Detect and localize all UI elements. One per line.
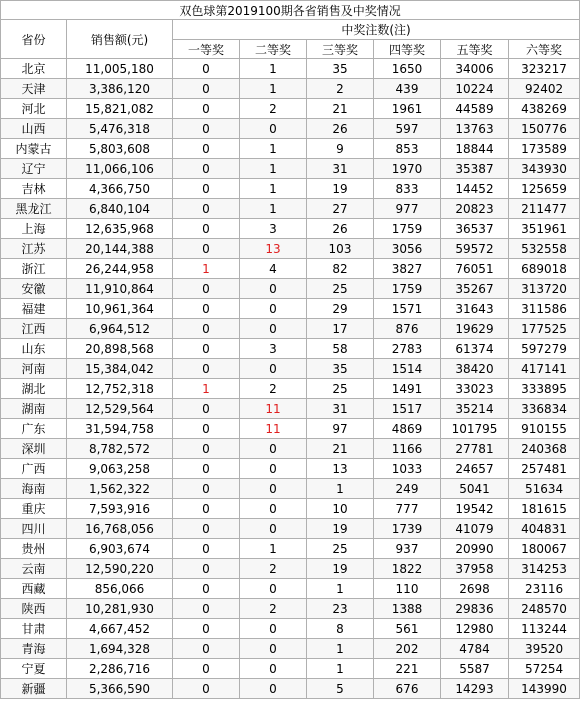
cell-prize-6: 323217 [509, 59, 580, 79]
cell-prize-2: 1 [240, 179, 307, 199]
cell-prize-1: 0 [173, 99, 240, 119]
header-prize-3: 三等奖 [307, 40, 374, 59]
table-row [1, 159, 580, 179]
header-winners-group: 中奖注数(注) [173, 20, 580, 40]
cell-prize-6: 211477 [509, 199, 580, 219]
cell-province: 广西 [1, 459, 67, 479]
cell-prize-5: 20823 [441, 199, 509, 219]
cell-province: 河南 [1, 359, 67, 379]
cell-prize-2: 0 [240, 679, 307, 699]
cell-prize-2: 1 [240, 539, 307, 559]
cell-province: 江西 [1, 319, 67, 339]
cell-prize-5: 34006 [441, 59, 509, 79]
cell-prize-4: 1571 [374, 299, 441, 319]
table-row [1, 539, 580, 559]
cell-prize-4: 1491 [374, 379, 441, 399]
table-row [1, 59, 580, 79]
cell-prize-4: 1514 [374, 359, 441, 379]
cell-province: 上海 [1, 219, 67, 239]
cell-prize-4: 1650 [374, 59, 441, 79]
cell-province: 内蒙古 [1, 139, 67, 159]
table-body [1, 59, 580, 699]
cell-prize-3: 29 [307, 299, 374, 319]
table-row [1, 139, 580, 159]
cell-province: 新疆 [1, 679, 67, 699]
cell-prize-2: 1 [240, 79, 307, 99]
cell-prize-5: 61374 [441, 339, 509, 359]
cell-prize-1: 0 [173, 679, 240, 699]
table-row [1, 339, 580, 359]
cell-sales: 11,910,864 [67, 279, 173, 299]
cell-prize-3: 13 [307, 459, 374, 479]
cell-prize-1: 0 [173, 439, 240, 459]
table-row [1, 319, 580, 339]
table-row [1, 599, 580, 619]
cell-sales: 7,593,916 [67, 499, 173, 519]
cell-sales: 856,066 [67, 579, 173, 599]
cell-prize-3: 25 [307, 539, 374, 559]
cell-prize-3: 25 [307, 279, 374, 299]
table-row [1, 259, 580, 279]
cell-prize-6: 313720 [509, 279, 580, 299]
cell-prize-5: 33023 [441, 379, 509, 399]
cell-prize-5: 5587 [441, 659, 509, 679]
cell-province: 西藏 [1, 579, 67, 599]
table-title: 双色球第2019100期各省销售及中奖情况 [1, 1, 580, 20]
cell-prize-3: 1 [307, 659, 374, 679]
cell-prize-4: 937 [374, 539, 441, 559]
cell-prize-6: 39520 [509, 639, 580, 659]
cell-prize-3: 1 [307, 579, 374, 599]
cell-province: 天津 [1, 79, 67, 99]
table-row [1, 579, 580, 599]
cell-prize-2: 2 [240, 559, 307, 579]
cell-prize-4: 853 [374, 139, 441, 159]
cell-province: 山东 [1, 339, 67, 359]
cell-prize-1: 0 [173, 199, 240, 219]
cell-prize-5: 19542 [441, 499, 509, 519]
cell-prize-4: 1822 [374, 559, 441, 579]
table-row [1, 359, 580, 379]
table-row [1, 239, 580, 259]
cell-prize-1: 0 [173, 639, 240, 659]
cell-prize-4: 249 [374, 479, 441, 499]
cell-prize-4: 1166 [374, 439, 441, 459]
cell-prize-2: 2 [240, 99, 307, 119]
cell-prize-5: 76051 [441, 259, 509, 279]
cell-prize-2: 2 [240, 599, 307, 619]
cell-prize-1: 1 [173, 259, 240, 279]
cell-prize-1: 0 [173, 119, 240, 139]
cell-sales: 15,821,082 [67, 99, 173, 119]
cell-prize-3: 9 [307, 139, 374, 159]
header-prize-4: 四等奖 [374, 40, 441, 59]
table-row [1, 619, 580, 639]
cell-prize-1: 0 [173, 339, 240, 359]
cell-province: 贵州 [1, 539, 67, 559]
header-province: 省份 [1, 20, 67, 59]
cell-prize-3: 58 [307, 339, 374, 359]
cell-prize-3: 19 [307, 519, 374, 539]
cell-prize-3: 26 [307, 219, 374, 239]
cell-province: 重庆 [1, 499, 67, 519]
cell-prize-6: 689018 [509, 259, 580, 279]
cell-province: 吉林 [1, 179, 67, 199]
cell-province: 湖北 [1, 379, 67, 399]
cell-prize-4: 439 [374, 79, 441, 99]
table-row [1, 479, 580, 499]
cell-prize-5: 20990 [441, 539, 509, 559]
cell-prize-4: 202 [374, 639, 441, 659]
table-row [1, 379, 580, 399]
table-row [1, 639, 580, 659]
table-row [1, 119, 580, 139]
cell-prize-6: 181615 [509, 499, 580, 519]
cell-prize-1: 0 [173, 479, 240, 499]
cell-prize-1: 0 [173, 59, 240, 79]
cell-prize-2: 1 [240, 139, 307, 159]
cell-prize-2: 0 [240, 479, 307, 499]
cell-sales: 2,286,716 [67, 659, 173, 679]
cell-prize-5: 59572 [441, 239, 509, 259]
cell-prize-5: 35214 [441, 399, 509, 419]
cell-prize-2: 1 [240, 159, 307, 179]
table-row [1, 99, 580, 119]
cell-province: 辽宁 [1, 159, 67, 179]
cell-prize-3: 5 [307, 679, 374, 699]
cell-prize-4: 876 [374, 319, 441, 339]
cell-prize-1: 0 [173, 179, 240, 199]
cell-prize-2: 3 [240, 339, 307, 359]
cell-prize-2: 0 [240, 499, 307, 519]
cell-prize-1: 0 [173, 539, 240, 559]
table-row [1, 219, 580, 239]
cell-province: 浙江 [1, 259, 67, 279]
cell-sales: 1,562,322 [67, 479, 173, 499]
cell-province: 北京 [1, 59, 67, 79]
table-row [1, 559, 580, 579]
cell-prize-1: 0 [173, 599, 240, 619]
cell-sales: 15,384,042 [67, 359, 173, 379]
cell-prize-3: 82 [307, 259, 374, 279]
cell-prize-2: 1 [240, 59, 307, 79]
cell-prize-6: 532558 [509, 239, 580, 259]
cell-prize-4: 597 [374, 119, 441, 139]
cell-prize-5: 14452 [441, 179, 509, 199]
cell-prize-6: 333895 [509, 379, 580, 399]
table-row [1, 679, 580, 699]
cell-prize-1: 0 [173, 619, 240, 639]
cell-prize-3: 23 [307, 599, 374, 619]
cell-prize-2: 0 [240, 299, 307, 319]
table-row [1, 399, 580, 419]
cell-prize-2: 3 [240, 219, 307, 239]
cell-prize-3: 31 [307, 159, 374, 179]
cell-prize-1: 0 [173, 399, 240, 419]
cell-prize-6: 417141 [509, 359, 580, 379]
cell-sales: 12,590,220 [67, 559, 173, 579]
cell-prize-5: 35267 [441, 279, 509, 299]
table-row [1, 199, 580, 219]
cell-prize-1: 0 [173, 579, 240, 599]
cell-prize-4: 1033 [374, 459, 441, 479]
cell-prize-4: 2783 [374, 339, 441, 359]
cell-prize-6: 177525 [509, 319, 580, 339]
cell-prize-5: 10224 [441, 79, 509, 99]
cell-prize-4: 1739 [374, 519, 441, 539]
cell-sales: 5,476,318 [67, 119, 173, 139]
cell-prize-6: 92402 [509, 79, 580, 99]
cell-prize-1: 0 [173, 239, 240, 259]
cell-prize-2: 0 [240, 519, 307, 539]
cell-prize-5: 101795 [441, 419, 509, 439]
cell-province: 云南 [1, 559, 67, 579]
cell-prize-5: 4784 [441, 639, 509, 659]
cell-sales: 20,898,568 [67, 339, 173, 359]
cell-province: 宁夏 [1, 659, 67, 679]
cell-prize-5: 5041 [441, 479, 509, 499]
cell-sales: 4,366,750 [67, 179, 173, 199]
cell-prize-2: 0 [240, 279, 307, 299]
cell-prize-3: 103 [307, 239, 374, 259]
cell-sales: 4,667,452 [67, 619, 173, 639]
cell-prize-4: 833 [374, 179, 441, 199]
table-row [1, 179, 580, 199]
cell-sales: 9,063,258 [67, 459, 173, 479]
cell-prize-6: 180067 [509, 539, 580, 559]
cell-prize-5: 14293 [441, 679, 509, 699]
cell-province: 深圳 [1, 439, 67, 459]
cell-prize-2: 2 [240, 379, 307, 399]
cell-prize-3: 17 [307, 319, 374, 339]
cell-prize-1: 0 [173, 419, 240, 439]
cell-prize-1: 1 [173, 379, 240, 399]
cell-prize-2: 0 [240, 659, 307, 679]
cell-province: 广东 [1, 419, 67, 439]
cell-prize-6: 248570 [509, 599, 580, 619]
cell-sales: 6,840,104 [67, 199, 173, 219]
cell-prize-1: 0 [173, 459, 240, 479]
cell-province: 黑龙江 [1, 199, 67, 219]
cell-prize-4: 110 [374, 579, 441, 599]
cell-sales: 6,903,674 [67, 539, 173, 559]
cell-prize-5: 36537 [441, 219, 509, 239]
cell-province: 山西 [1, 119, 67, 139]
cell-prize-5: 24657 [441, 459, 509, 479]
table-row [1, 519, 580, 539]
cell-prize-2: 0 [240, 319, 307, 339]
cell-sales: 10,961,364 [67, 299, 173, 319]
cell-prize-5: 31643 [441, 299, 509, 319]
cell-prize-3: 19 [307, 179, 374, 199]
cell-prize-4: 1970 [374, 159, 441, 179]
cell-prize-4: 777 [374, 499, 441, 519]
cell-prize-5: 19629 [441, 319, 509, 339]
cell-sales: 12,635,968 [67, 219, 173, 239]
table-row [1, 279, 580, 299]
cell-province: 安徽 [1, 279, 67, 299]
table-row [1, 439, 580, 459]
cell-prize-6: 23116 [509, 579, 580, 599]
cell-sales: 8,782,572 [67, 439, 173, 459]
cell-sales: 12,752,318 [67, 379, 173, 399]
cell-prize-6: 57254 [509, 659, 580, 679]
cell-prize-1: 0 [173, 499, 240, 519]
cell-prize-1: 0 [173, 79, 240, 99]
cell-prize-4: 1961 [374, 99, 441, 119]
cell-prize-5: 44589 [441, 99, 509, 119]
cell-province: 江苏 [1, 239, 67, 259]
cell-prize-2: 0 [240, 439, 307, 459]
cell-sales: 20,144,388 [67, 239, 173, 259]
cell-province: 湖南 [1, 399, 67, 419]
cell-prize-2: 0 [240, 639, 307, 659]
cell-province: 福建 [1, 299, 67, 319]
header-prize-1: 一等奖 [173, 40, 240, 59]
cell-prize-4: 1517 [374, 399, 441, 419]
cell-prize-5: 37958 [441, 559, 509, 579]
header-sales: 销售额(元) [67, 20, 173, 59]
cell-sales: 10,281,930 [67, 599, 173, 619]
cell-prize-6: 404831 [509, 519, 580, 539]
cell-prize-5: 18844 [441, 139, 509, 159]
cell-province: 四川 [1, 519, 67, 539]
cell-sales: 5,803,608 [67, 139, 173, 159]
cell-prize-1: 0 [173, 279, 240, 299]
cell-prize-5: 41079 [441, 519, 509, 539]
cell-prize-2: 13 [240, 239, 307, 259]
cell-prize-3: 26 [307, 119, 374, 139]
table-row [1, 659, 580, 679]
cell-prize-6: 314253 [509, 559, 580, 579]
cell-prize-3: 35 [307, 59, 374, 79]
cell-province: 陕西 [1, 599, 67, 619]
cell-prize-3: 19 [307, 559, 374, 579]
cell-prize-3: 8 [307, 619, 374, 639]
cell-prize-1: 0 [173, 359, 240, 379]
cell-sales: 6,964,512 [67, 319, 173, 339]
cell-prize-4: 221 [374, 659, 441, 679]
cell-prize-2: 11 [240, 399, 307, 419]
cell-prize-6: 51634 [509, 479, 580, 499]
cell-prize-3: 21 [307, 99, 374, 119]
cell-prize-3: 1 [307, 639, 374, 659]
cell-prize-5: 12980 [441, 619, 509, 639]
cell-prize-1: 0 [173, 559, 240, 579]
cell-prize-5: 35387 [441, 159, 509, 179]
cell-prize-3: 1 [307, 479, 374, 499]
cell-sales: 26,244,958 [67, 259, 173, 279]
cell-prize-4: 3056 [374, 239, 441, 259]
cell-prize-5: 38420 [441, 359, 509, 379]
cell-prize-6: 150776 [509, 119, 580, 139]
cell-prize-5: 2698 [441, 579, 509, 599]
header-prize-2: 二等奖 [240, 40, 307, 59]
cell-prize-5: 13763 [441, 119, 509, 139]
cell-prize-6: 257481 [509, 459, 580, 479]
cell-sales: 12,529,564 [67, 399, 173, 419]
cell-prize-1: 0 [173, 519, 240, 539]
cell-prize-1: 0 [173, 299, 240, 319]
cell-prize-3: 27 [307, 199, 374, 219]
cell-prize-3: 2 [307, 79, 374, 99]
cell-prize-4: 977 [374, 199, 441, 219]
cell-province: 河北 [1, 99, 67, 119]
table-row [1, 499, 580, 519]
cell-prize-6: 438269 [509, 99, 580, 119]
cell-sales: 31,594,758 [67, 419, 173, 439]
cell-prize-2: 0 [240, 459, 307, 479]
cell-prize-4: 3827 [374, 259, 441, 279]
cell-prize-4: 676 [374, 679, 441, 699]
cell-prize-6: 343930 [509, 159, 580, 179]
table-row [1, 459, 580, 479]
table-row [1, 419, 580, 439]
cell-prize-6: 597279 [509, 339, 580, 359]
cell-prize-4: 561 [374, 619, 441, 639]
cell-prize-6: 910155 [509, 419, 580, 439]
cell-prize-4: 1759 [374, 279, 441, 299]
cell-prize-3: 31 [307, 399, 374, 419]
cell-prize-6: 351961 [509, 219, 580, 239]
cell-prize-3: 25 [307, 379, 374, 399]
cell-prize-6: 143990 [509, 679, 580, 699]
cell-prize-3: 35 [307, 359, 374, 379]
cell-sales: 1,694,328 [67, 639, 173, 659]
cell-prize-2: 1 [240, 199, 307, 219]
header-prize-6: 六等奖 [509, 40, 580, 59]
header-prize-5: 五等奖 [441, 40, 509, 59]
cell-prize-6: 113244 [509, 619, 580, 639]
cell-prize-1: 0 [173, 319, 240, 339]
cell-province: 甘肃 [1, 619, 67, 639]
cell-prize-6: 125659 [509, 179, 580, 199]
cell-sales: 11,005,180 [67, 59, 173, 79]
cell-sales: 3,386,120 [67, 79, 173, 99]
cell-province: 青海 [1, 639, 67, 659]
cell-sales: 16,768,056 [67, 519, 173, 539]
cell-prize-2: 0 [240, 619, 307, 639]
table-row [1, 79, 580, 99]
cell-prize-2: 11 [240, 419, 307, 439]
cell-prize-1: 0 [173, 219, 240, 239]
cell-prize-1: 0 [173, 659, 240, 679]
cell-prize-4: 1388 [374, 599, 441, 619]
cell-prize-6: 311586 [509, 299, 580, 319]
cell-prize-1: 0 [173, 159, 240, 179]
cell-prize-4: 4869 [374, 419, 441, 439]
cell-prize-5: 29836 [441, 599, 509, 619]
cell-sales: 5,366,590 [67, 679, 173, 699]
cell-prize-2: 0 [240, 579, 307, 599]
cell-prize-3: 97 [307, 419, 374, 439]
cell-prize-2: 0 [240, 359, 307, 379]
cell-prize-3: 21 [307, 439, 374, 459]
cell-province: 海南 [1, 479, 67, 499]
cell-prize-6: 336834 [509, 399, 580, 419]
cell-prize-5: 27781 [441, 439, 509, 459]
cell-prize-6: 173589 [509, 139, 580, 159]
table-row [1, 299, 580, 319]
cell-prize-3: 10 [307, 499, 374, 519]
cell-sales: 11,066,106 [67, 159, 173, 179]
cell-prize-6: 240368 [509, 439, 580, 459]
cell-prize-2: 0 [240, 119, 307, 139]
cell-prize-4: 1759 [374, 219, 441, 239]
cell-prize-1: 0 [173, 139, 240, 159]
cell-prize-2: 4 [240, 259, 307, 279]
